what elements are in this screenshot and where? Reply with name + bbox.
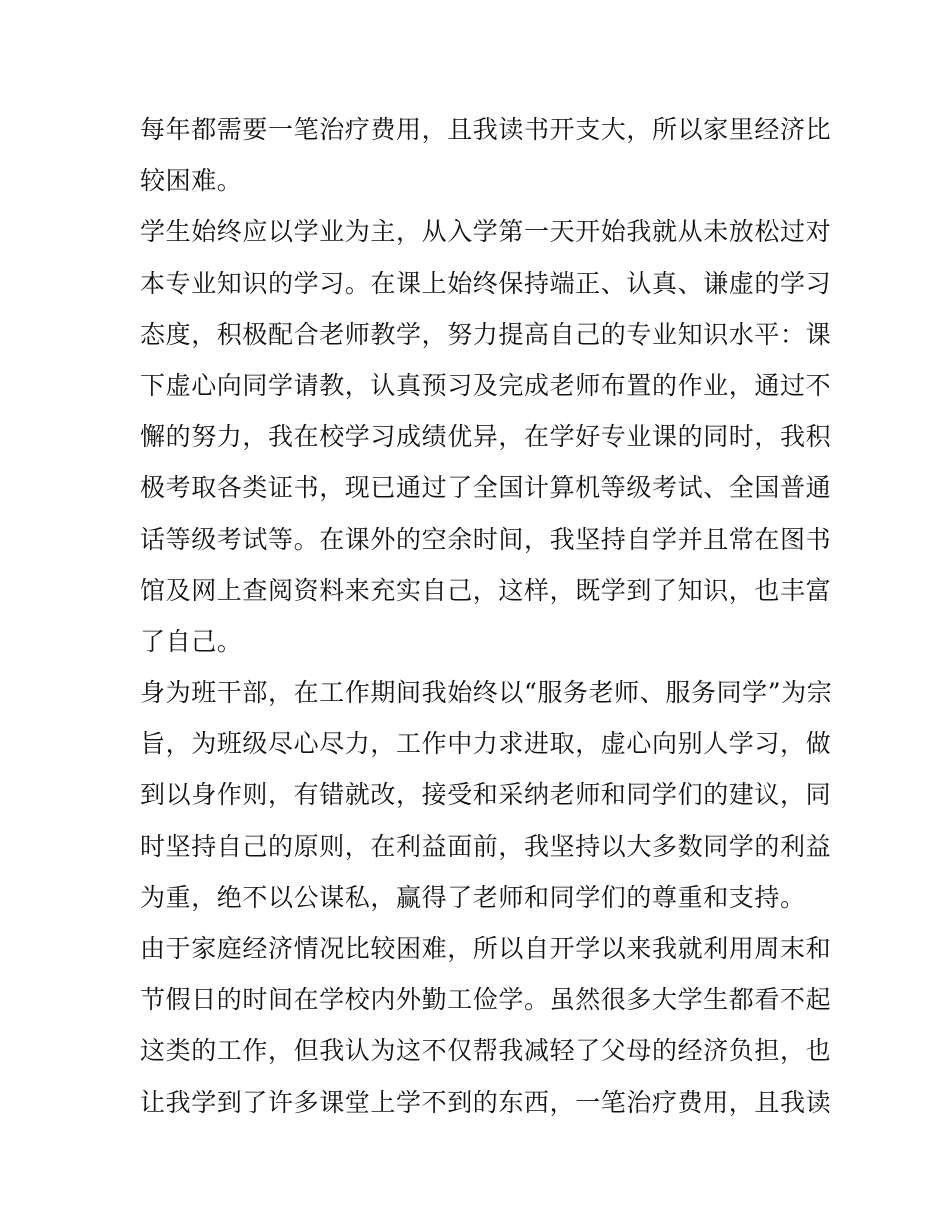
text-line: 每年都需要一笔治疗费用，且我读书开支大，所以家里经济比 bbox=[140, 115, 832, 144]
text-line: 到以身作则，有错就改，接受和采纳老师和同学们的建议，同 bbox=[140, 780, 832, 810]
text-line: 为重，绝不以公谋私，赢得了老师和同学们的尊重和支持。 bbox=[140, 882, 806, 912]
text-line: 话等级考试等。在课外的空余时间，我坚持自学并且常在图书 bbox=[140, 524, 832, 554]
text-line: 身为班干部，在工作期间我始终以“服务老师、服务同学”为宗 bbox=[140, 678, 833, 708]
document-body bbox=[140, 104, 833, 1128]
text-line: 节假日的时间在学校内外勤工俭学。虽然很多大学生都看不起 bbox=[140, 985, 832, 1015]
text-line: 馆及网上查阅资料来充实自己，这样，既学到了知识，也丰富 bbox=[140, 575, 832, 605]
text-line: 下虚心向同学请教，认真预习及完成老师布置的作业，通过不 bbox=[140, 370, 832, 400]
text-line: 较困难。 bbox=[140, 166, 243, 196]
text-line: 旨，为班级尽心尽力，工作中力求进取，虚心向别人学习，做 bbox=[140, 729, 832, 759]
text-line: 本专业知识的学习。在课上始终保持端正、认真、谦虚的学习 bbox=[140, 268, 832, 298]
text-line: 这类的工作，但我认为这不仅帮我减轻了父母的经济负担，也 bbox=[140, 1036, 832, 1066]
text-line: 学生始终应以学业为主，从入学第一天开始我就从未放松过对 bbox=[140, 217, 832, 247]
text-line: 由于家庭经济情况比较困难，所以自开学以来我就利用周末和 bbox=[140, 934, 832, 963]
text-line: 态度，积极配合老师教学，努力提高自己的专业知识水平：课 bbox=[140, 319, 832, 349]
text-line: 了自己。 bbox=[140, 626, 243, 656]
text-line: 让我学到了许多课堂上学不到的东西，一笔治疗费用，且我读 bbox=[140, 1087, 832, 1117]
text-line: 懈的努力，我在校学习成绩优异，在学好专业课的同时，我积 bbox=[140, 422, 832, 452]
text-line: 时坚持自己的原则，在利益面前，我坚持以大多数同学的利益 bbox=[140, 831, 832, 861]
text-line: 极考取各类证书，现已通过了全国计算机等级考试、全国普通 bbox=[140, 473, 832, 503]
